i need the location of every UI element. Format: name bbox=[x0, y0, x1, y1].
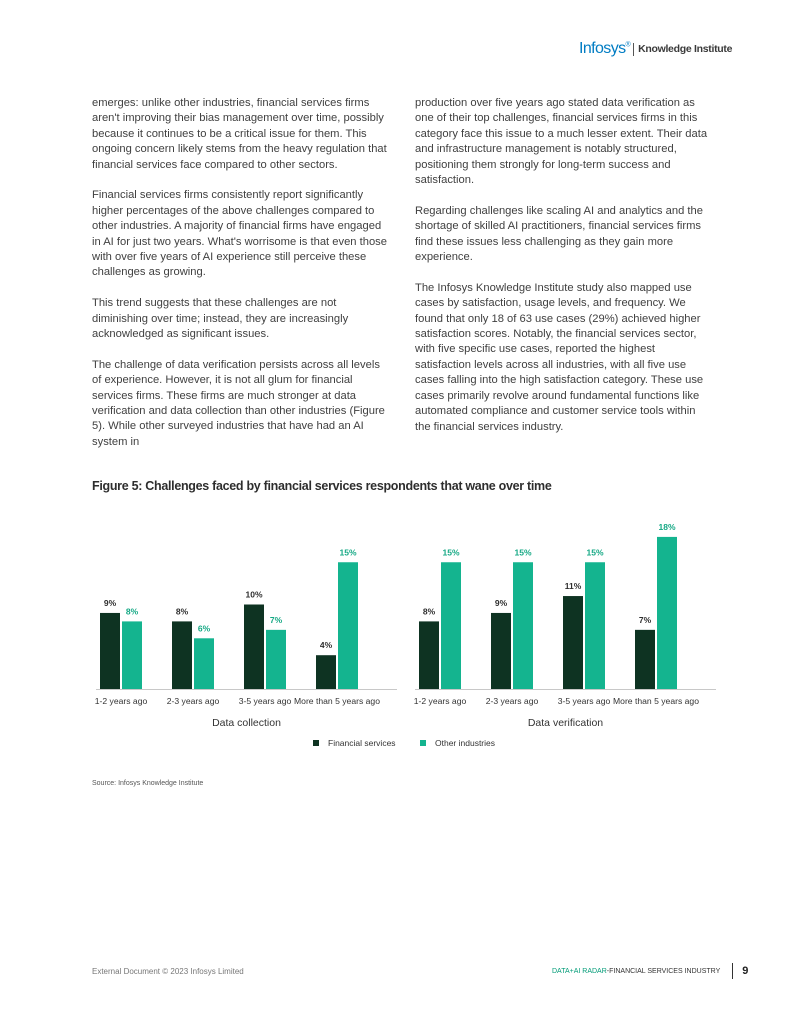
body-column-right bbox=[415, 96, 711, 450]
body-paragraph: The Infosys Knowledge Institute study also mapped use cases by satisfaction, usage levels, and frequency. We found that only 18 of 63 use cases (29%) achieved higher satisfaction scores. Notably, the financial services sector, with five specific use cases, reported the highest satisfaction levels across all industries, with all five use cases falling into the high satisfaction category. These use cases primarily revolve around fundamental functions like automated compliance and customer service tools within the financial services industry. bbox=[415, 281, 704, 433]
x-axis-label: Data verification bbox=[527, 717, 604, 729]
body-paragraph: Financial services firms consistently report significantly higher percentages of the above challenges compared to other industries. A majority of financial firms have engaged in AI for just two years. What's worrisome is that even those with over five years of AI experience still perceive these challenges as growing. bbox=[92, 189, 387, 279]
data-label: 9% bbox=[103, 597, 117, 608]
knowledge-institute-label: Knowledge Institute bbox=[638, 43, 733, 55]
x-tick-label: More than 5 years ago bbox=[294, 696, 380, 706]
page-number: 9 bbox=[742, 965, 749, 977]
bar-financial-services bbox=[100, 613, 120, 689]
data-label: 8% bbox=[125, 606, 139, 617]
figure-title: Figure 5: Challenges faced by financial services respondents that wane over time bbox=[92, 479, 552, 493]
bar-other-industries bbox=[585, 562, 605, 689]
bar-financial-services bbox=[491, 613, 511, 689]
x-tick-label: More than 5 years ago bbox=[613, 696, 699, 706]
bar-other-industries bbox=[513, 562, 533, 689]
bar-other-industries bbox=[122, 621, 142, 689]
data-label: 15% bbox=[514, 547, 532, 558]
data-label: 6% bbox=[197, 623, 211, 634]
data-label: 9% bbox=[494, 597, 508, 608]
bar-other-industries bbox=[194, 638, 214, 689]
footer-report-name: DATA+AI RADAR bbox=[552, 967, 607, 975]
bar-financial-services bbox=[635, 630, 655, 689]
legend-swatch-other-industries bbox=[420, 740, 426, 746]
body-paragraph: production over five years ago stated data verification as one of their top challenges, financial services firms in this category face this issue to a much lesser extent. Their data and infrastructure management is notably structured, positioning them strongly for long-term success and satisfaction. bbox=[415, 97, 708, 187]
data-label: 4% bbox=[319, 640, 333, 651]
data-label: 18% bbox=[658, 521, 676, 532]
data-label: 8% bbox=[422, 606, 436, 617]
bar-other-industries bbox=[338, 562, 358, 689]
bar-other-industries bbox=[266, 630, 286, 689]
x-tick-label: 2-3 years ago bbox=[485, 696, 539, 706]
bar-other-industries bbox=[657, 537, 677, 689]
x-tick-label: 1-2 years ago bbox=[94, 696, 148, 706]
data-label: 8% bbox=[175, 606, 189, 617]
body-paragraph: Regarding challenges like scaling AI and analytics and the shortage of skilled AI practitioners, financial services firms find these issues less challenging as they gain more experience. bbox=[415, 204, 703, 264]
data-label: 15% bbox=[586, 547, 604, 558]
x-tick-label: 3-5 years ago bbox=[557, 696, 611, 706]
bar-financial-services bbox=[316, 655, 336, 689]
data-label: 15% bbox=[339, 547, 357, 558]
legend-label: Other industries bbox=[435, 738, 495, 748]
body-paragraph: emerges: unlike other industries, financial services firms aren't improving their bias management over time, possibly because it continues to be a critical issue for them. This ongoing concern likely stems from the heavy regulation that financial services face compared to other sectors. bbox=[92, 97, 387, 171]
figure-5-chart bbox=[80, 500, 720, 765]
x-tick-label: 3-5 years ago bbox=[238, 696, 292, 706]
footer-report bbox=[552, 963, 748, 979]
bar-financial-services bbox=[419, 621, 439, 689]
body-paragraph: The challenge of data verification persists across all levels of experience. However, it is not all glum for financial services firms. These firms are much stronger at data verification and data collection than other industries (Figure 5). While other surveyed industries that have had an AI system in bbox=[92, 358, 385, 448]
x-axis-label: Data collection bbox=[212, 717, 281, 729]
data-label: 10% bbox=[245, 589, 263, 600]
footer-dash: - bbox=[606, 967, 610, 975]
footer-divider bbox=[732, 963, 733, 979]
infosys-wordmark: Infosys® bbox=[579, 40, 631, 57]
infosys-logo bbox=[579, 40, 732, 58]
bar-other-industries bbox=[441, 562, 461, 689]
logo-divider bbox=[633, 43, 634, 56]
data-label: 15% bbox=[442, 547, 460, 558]
x-tick-label: 2-3 years ago bbox=[166, 696, 220, 706]
bar-financial-services bbox=[244, 605, 264, 690]
data-label: 11% bbox=[564, 581, 582, 592]
bar-financial-services bbox=[172, 621, 192, 689]
data-label: 7% bbox=[638, 614, 652, 625]
footer-industry: FINANCIAL SERVICES INDUSTRY bbox=[609, 967, 721, 975]
legend-label: Financial services bbox=[328, 738, 396, 748]
body-column-left bbox=[92, 96, 388, 466]
figure-source: Source: Infosys Knowledge Institute bbox=[92, 780, 204, 787]
bar-financial-services bbox=[563, 596, 583, 689]
footer-copyright: External Document © 2023 Infosys Limited bbox=[92, 967, 244, 976]
x-tick-label: 1-2 years ago bbox=[413, 696, 467, 706]
data-label: 7% bbox=[269, 614, 283, 625]
body-paragraph: This trend suggests that these challenges are not diminishing over time; instead, they are increasingly acknowledged as significant issues. bbox=[92, 297, 349, 341]
legend-swatch-financial-services bbox=[313, 740, 319, 746]
